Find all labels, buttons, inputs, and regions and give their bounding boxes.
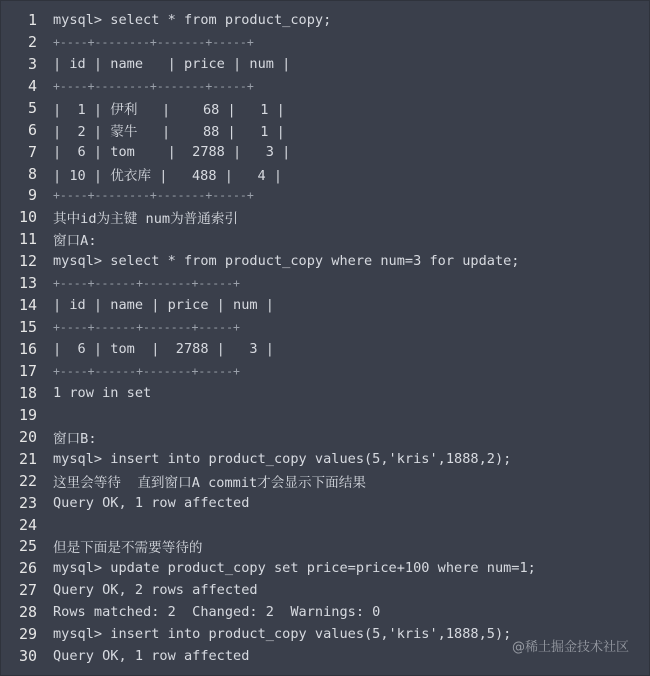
- line-number: 26: [18, 559, 37, 578]
- code-line: [1, 360, 649, 382]
- line-number: 14: [18, 296, 37, 315]
- line-number: 24: [18, 515, 37, 534]
- code-line: [1, 250, 649, 272]
- line-text: Query OK, 1 row affected: [53, 648, 250, 665]
- line-number: 18: [18, 383, 37, 402]
- line-number: 3: [27, 54, 37, 73]
- code-line: [1, 31, 649, 53]
- line-text: | 6 | tom | 2788 | 3 |: [53, 341, 274, 358]
- line-text: Query OK, 1 row affected: [53, 494, 250, 511]
- line-number: 5: [27, 98, 37, 117]
- line-number: 12: [18, 252, 37, 271]
- line-number: 1: [27, 10, 37, 29]
- code-line: [1, 141, 649, 163]
- watermark: @稀土掘金技术社区: [511, 640, 629, 655]
- code-line: [1, 185, 649, 207]
- line-number: 9: [27, 186, 37, 205]
- line-text: | id | name | price | num |: [53, 55, 291, 72]
- code-line: [1, 514, 649, 536]
- line-text: 其中id为主键 num为普通索引: [53, 211, 239, 228]
- line-number: 8: [27, 164, 37, 183]
- line-text: mysql> update product_copy set price=price+100 where num=1;: [53, 560, 536, 577]
- line-text: mysql> select * from product_copy where num=3 for update;: [53, 253, 520, 270]
- line-number: 4: [27, 76, 37, 95]
- code-line: [1, 557, 649, 579]
- line-number: 16: [18, 340, 37, 359]
- line-text: 窗口B:: [53, 430, 97, 447]
- line-number: 15: [18, 318, 37, 337]
- line-text: mysql> select * from product_copy;: [53, 11, 332, 28]
- line-text: 1 row in set: [53, 384, 152, 401]
- line-number: 17: [18, 361, 37, 380]
- line-text: | 2 | 蒙牛 | 88 | 1 |: [53, 123, 285, 140]
- code-line: [1, 448, 649, 470]
- code-line: [1, 294, 649, 316]
- line-text: | 6 | tom | 2788 | 3 |: [53, 143, 291, 160]
- code-line: [1, 338, 649, 360]
- code-line: [1, 536, 649, 558]
- line-text: | id | name | price | num |: [53, 297, 274, 314]
- line-number: 23: [18, 493, 37, 512]
- line-text: | 10 | 优衣库 | 488 | 4 |: [53, 167, 283, 184]
- code-line: [1, 228, 649, 250]
- code-line: [1, 75, 649, 97]
- line-number: 27: [18, 581, 37, 600]
- line-number: 10: [18, 208, 37, 227]
- line-number: 13: [18, 274, 37, 293]
- line-text: mysql> insert into product_copy values(5,'kris',1888,2);: [53, 450, 512, 467]
- code-line: [1, 492, 649, 514]
- code-line: [1, 119, 649, 141]
- line-number: 7: [27, 142, 37, 161]
- line-text: +----+------+-------+-----+: [53, 363, 240, 378]
- line-number: 21: [18, 449, 37, 468]
- line-text: mysql> insert into product_copy values(5,'kris',1888,5);: [53, 626, 512, 643]
- line-number: 25: [18, 537, 37, 556]
- line-text: 但是下面是不需要等待的: [53, 540, 203, 557]
- code-line: [1, 316, 649, 338]
- line-text: 窗口A:: [53, 233, 97, 250]
- line-number: 28: [18, 603, 37, 622]
- line-text: +----+--------+-------+-----+: [53, 34, 254, 49]
- line-number: 30: [18, 647, 37, 666]
- line-number: 29: [18, 625, 37, 644]
- code-lines: [1, 9, 649, 667]
- line-text: +----+------+-------+-----+: [53, 276, 240, 291]
- line-text: 这里会等待 直到窗口A commit才会显示下面结果: [53, 474, 366, 491]
- code-line: [1, 470, 649, 492]
- code-line: [1, 272, 649, 294]
- code-line: [1, 601, 649, 623]
- line-number: 19: [18, 405, 37, 424]
- code-line: [1, 579, 649, 601]
- code-line: [1, 206, 649, 228]
- line-text: Rows matched: 2 Changed: 2 Warnings: 0: [53, 604, 381, 621]
- code-line: [1, 426, 649, 448]
- code-line: [1, 163, 649, 185]
- line-number: 11: [18, 230, 37, 249]
- code-line: [1, 53, 649, 75]
- line-text: +----+--------+-------+-----+: [53, 78, 254, 93]
- line-number: 20: [18, 427, 37, 446]
- code-line: [1, 9, 649, 31]
- code-line: [1, 404, 649, 426]
- code-line: [1, 382, 649, 404]
- line-text: | 1 | 伊利 | 68 | 1 |: [53, 101, 285, 118]
- line-number: 6: [27, 120, 37, 139]
- line-number: 2: [27, 32, 37, 51]
- line-number: 22: [18, 471, 37, 490]
- line-text: +----+--------+-------+-----+: [53, 188, 254, 203]
- line-text: Query OK, 2 rows affected: [53, 582, 258, 599]
- line-text: +----+------+-------+-----+: [53, 320, 240, 335]
- code-line: [1, 97, 649, 119]
